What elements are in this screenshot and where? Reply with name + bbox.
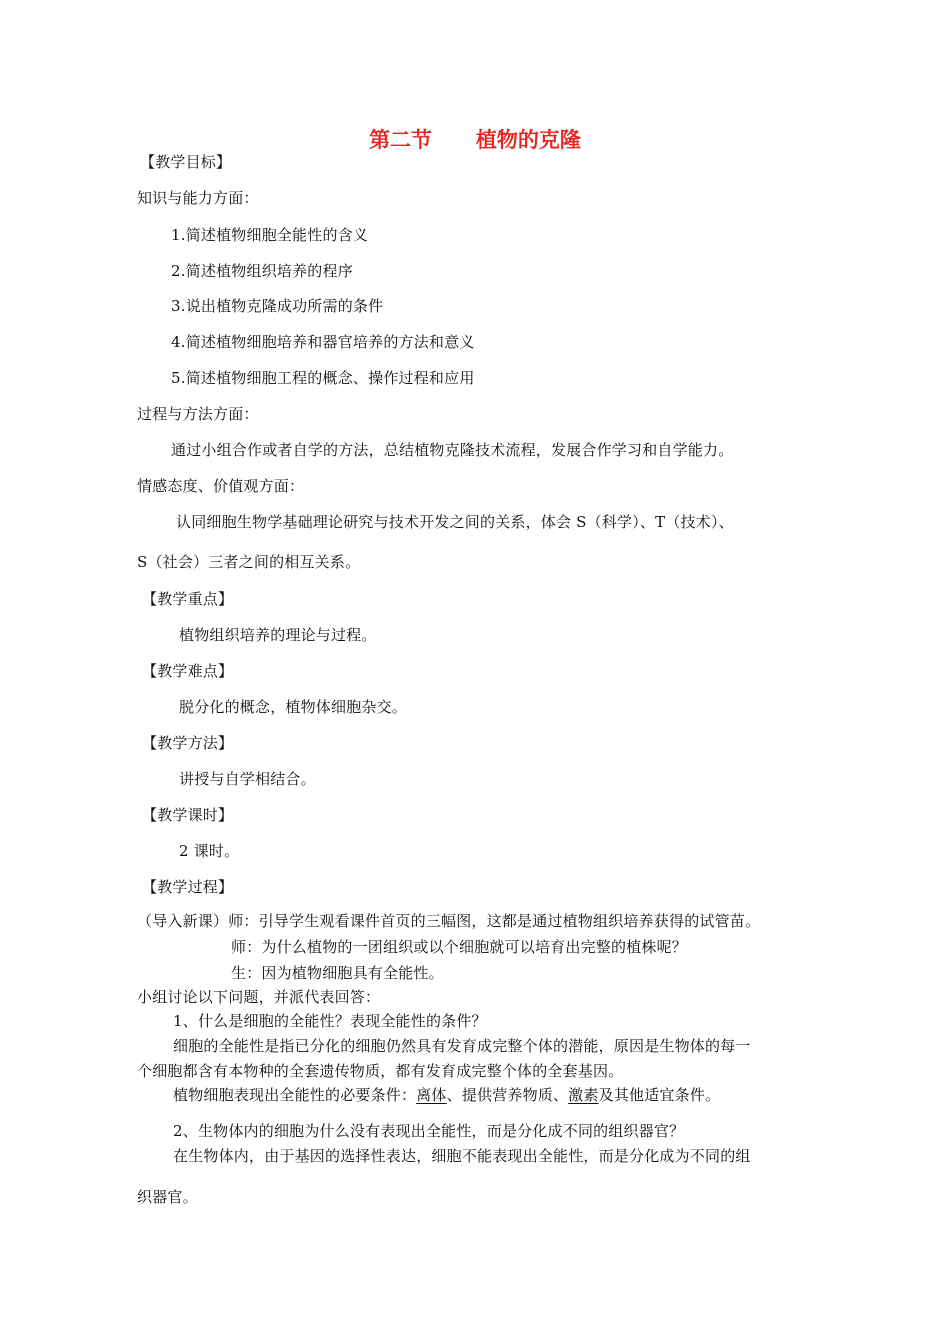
section-heading-key-points: 【教学重点】: [142, 590, 234, 608]
underlined-term-isolated: 离体: [416, 1086, 447, 1104]
objective-item-4: 4.简述植物细胞培养和器官培养的方法和意义: [171, 333, 475, 351]
page-title: 第二节 植物的克隆: [369, 128, 581, 152]
method-text: 讲授与自学相结合。: [179, 770, 316, 788]
section-heading-objectives: 【教学目标】: [140, 153, 232, 171]
section-heading-difficulty: 【教学难点】: [142, 662, 234, 680]
key-points-text: 植物组织培养的理论与过程。: [179, 626, 377, 644]
hours-text: 2 课时。: [179, 842, 240, 860]
conditions-suffix: 及其他适宜条件。: [598, 1086, 721, 1104]
objective-item-1: 1.简述植物细胞全能性的含义: [171, 226, 369, 244]
conditions-prefix: 植物细胞表现出全能性的必要条件：: [173, 1086, 417, 1104]
subheading-process: 过程与方法方面：: [137, 405, 259, 423]
question-2: 2、生物体内的细胞为什么没有表现出全能性，而是分化成不同的组织器官？: [173, 1122, 685, 1140]
objective-item-5: 5.简述植物细胞工程的概念、操作过程和应用: [171, 369, 475, 387]
answer-1-line-3: [173, 1085, 720, 1105]
objective-item-2: 2.简述植物组织培养的程序: [171, 262, 353, 280]
question-1: 1、什么是细胞的全能性？表现全能性的条件？: [173, 1012, 487, 1030]
process-text: 通过小组合作或者自学的方法，总结植物克隆技术流程，发展合作学习和自学能力。: [171, 441, 734, 459]
section-heading-course: 【教学过程】: [142, 878, 234, 896]
student-answer: 生：因为植物细胞具有全能性。: [231, 964, 444, 982]
objective-item-3: 3.说出植物克隆成功所需的条件: [171, 297, 384, 315]
difficulty-text: 脱分化的概念，植物体细胞杂交。: [179, 698, 408, 716]
subheading-knowledge: 知识与能力方面：: [137, 189, 259, 207]
answer-1-line-2: 个细胞都含有本物种的全套遗传物质，都有发育成完整个体的全套基因。: [137, 1062, 624, 1080]
subheading-emotion: 情感态度、价值观方面：: [137, 477, 305, 495]
intro-text: （导入新课）师：引导学生观看课件首页的三幅图，这都是通过植物组织培养获得的试管苗。: [137, 912, 761, 930]
section-heading-hours: 【教学课时】: [142, 806, 234, 824]
answer-1-line-1: 细胞的全能性是指已分化的细胞仍然具有发育成完整个体的潜能，原因是生物体的每一: [173, 1037, 751, 1055]
section-heading-method: 【教学方法】: [142, 734, 234, 752]
answer-2-line-2: 织器官。: [137, 1188, 198, 1206]
conditions-middle: 、提供营养物质、: [446, 1086, 569, 1104]
emotion-text-line-2: S（社会）三者之间的相互关系。: [137, 553, 361, 571]
group-discussion-text: 小组讨论以下问题，并派代表回答：: [137, 988, 381, 1006]
answer-2-line-1: 在生物体内，由于基因的选择性表达，细胞不能表现出全能性，而是分化成为不同的组: [173, 1147, 751, 1165]
emotion-text-line-1: 认同细胞生物学基础理论研究与技术开发之间的关系，体会 S（科学）、T（技术）、: [176, 513, 734, 531]
underlined-term-hormone: 激素: [568, 1086, 599, 1104]
teacher-question: 师：为什么植物的一团组织或以个细胞就可以培育出完整的植株呢？: [231, 938, 688, 956]
